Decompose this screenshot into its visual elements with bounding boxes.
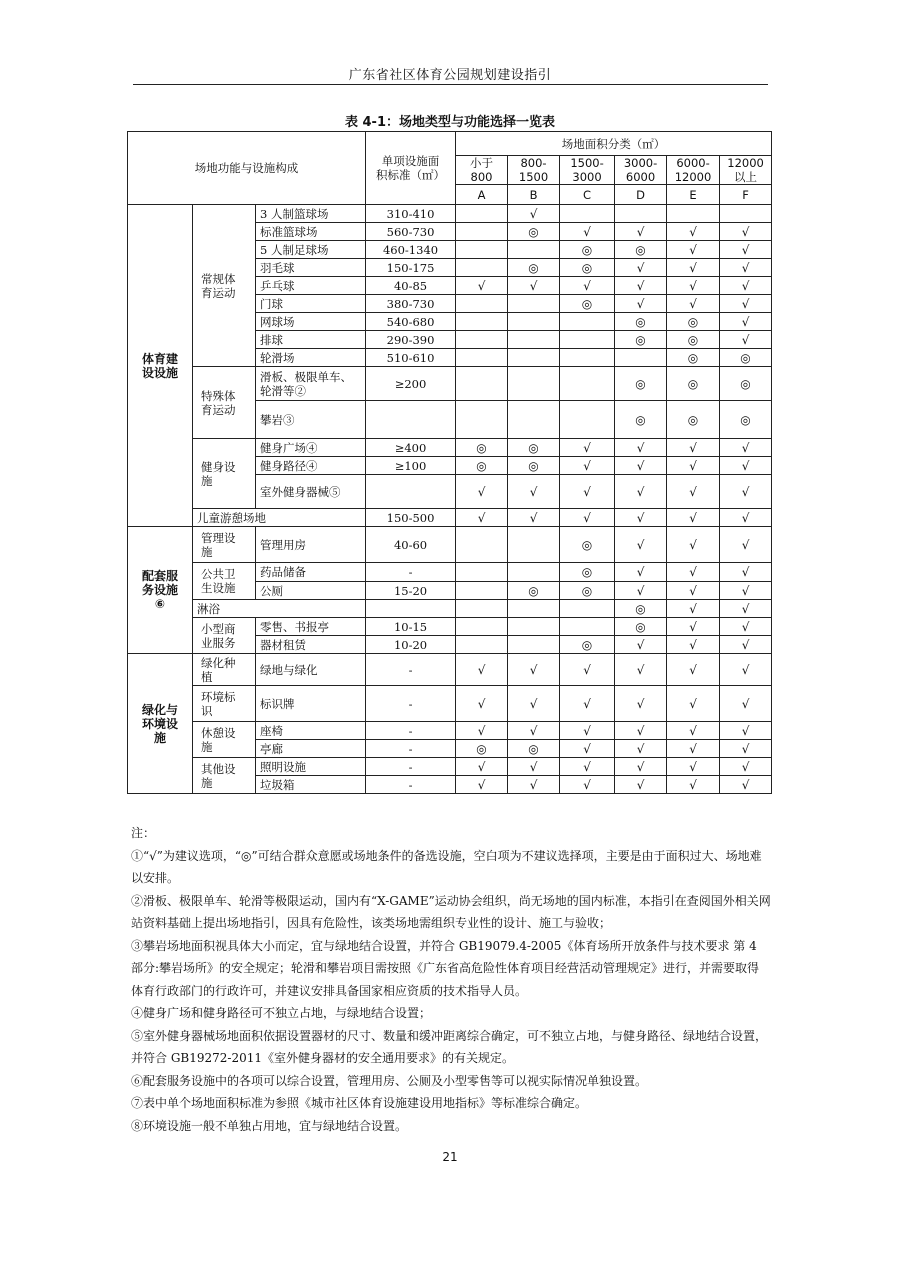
facility-name: 健身路径④ [256,457,366,475]
facility-name: 标识牌 [256,686,366,722]
area-standard: - [366,776,456,794]
suitability-mark [508,313,560,331]
suitability-mark: ◎ [615,401,667,439]
area-standard: 15-20 [366,582,456,600]
header-row [128,132,772,156]
suitability-mark: √ [667,259,720,277]
table-row [128,686,772,722]
suitability-mark [560,367,615,401]
suitability-mark: √ [615,295,667,313]
suitability-mark: ◎ [667,331,720,349]
suitability-mark: √ [720,654,772,686]
suitability-mark: √ [615,740,667,758]
suitability-mark: √ [560,740,615,758]
note-item: ⑥配套服务设施中的各项可以综合设置，管理用房、公厕及小型零售等可以视实际情况单独设置。 [131,1073,648,1088]
suitability-mark: √ [615,776,667,794]
header-letter: A [456,185,508,205]
subgroup-cell: 公共卫 生设施 [193,563,256,600]
suitability-mark: ◎ [456,457,508,475]
facility-name: 标准篮球场 [256,223,366,241]
suitability-mark: √ [667,758,720,776]
suitability-mark: ◎ [720,401,772,439]
area-standard: - [366,722,456,740]
header-standard-line1: 单项设施面 [381,154,440,168]
suitability-mark [508,401,560,439]
page-number: 21 [442,1150,458,1164]
area-standard: 560-730 [366,223,456,241]
suitability-mark: ◎ [615,241,667,259]
category-cell: 配套服 务设施 ⑥ [128,527,193,654]
suitability-mark: ◎ [508,259,560,277]
area-standard: ≥100 [366,457,456,475]
suitability-mark: √ [720,722,772,740]
subgroup-cell: 常规体 育运动 [193,205,256,367]
suitability-mark: √ [508,686,560,722]
suitability-mark [508,331,560,349]
suitability-mark: ◎ [667,349,720,367]
suitability-mark: ◎ [456,740,508,758]
suitability-mark: √ [720,295,772,313]
header-standard-line2: 积标准（㎡） [376,168,446,182]
area-standard: 40-85 [366,277,456,295]
suitability-mark: √ [560,654,615,686]
suitability-mark: ◎ [560,582,615,600]
header-letter: E [667,185,720,205]
suitability-mark: ◎ [615,331,667,349]
facility-name: 5 人制足球场 [256,241,366,259]
suitability-mark [456,259,508,277]
header-range [615,156,667,185]
suitability-mark: √ [456,654,508,686]
suitability-mark: ◎ [508,439,560,457]
suitability-mark: √ [560,776,615,794]
suitability-mark [720,205,772,223]
suitability-mark [508,367,560,401]
facility-name: 攀岩③ [256,401,366,439]
suitability-mark: √ [456,776,508,794]
suitability-mark: √ [508,758,560,776]
suitability-mark: √ [560,722,615,740]
note-item: ②滑板、极限单车、轮滑等极限运动，国内有“X-GAME”运动协会组织，尚无场地的国内标准，本指引在查阅国外相关网站资料基础上提出场地指引，因具有危险性，该类场地需组织专业性的设计、施工与验收； [131,893,771,930]
suitability-mark: √ [560,758,615,776]
suitability-mark: √ [667,722,720,740]
table-row [128,367,772,401]
note-item: ④健身广场和健身路径可不独立占地，与绿地结合设置； [131,1006,432,1020]
area-standard: 380-730 [366,295,456,313]
suitability-mark: √ [667,439,720,457]
table-row [128,654,772,686]
facility-name: 网球场 [256,313,366,331]
suitability-mark: ◎ [456,439,508,457]
suitability-mark: √ [667,636,720,654]
suitability-mark [508,349,560,367]
header-standard [366,132,456,205]
facility-table [127,131,772,794]
suitability-mark: √ [720,439,772,457]
suitability-mark: ◎ [615,600,667,618]
note-item: ⑤室外健身器械场地面积依据设置器材的尺寸、数量和缓冲距离综合确定，可不独立占地，与健身路径、绿地结合设置，并符合 GB19272-2011《室外健身器材的安全通用要求》的有关规定。 [131,1028,768,1065]
facility-name: 管理用房 [256,527,366,563]
note-item: ⑦表中单个场地面积标准为参照《城市社区体育设施建设用地指标》等标准综合确定。 [131,1096,588,1110]
suitability-mark: √ [667,509,720,527]
suitability-mark: √ [456,686,508,722]
suitability-mark [560,205,615,223]
header-range [560,156,615,185]
suitability-mark: √ [508,722,560,740]
category-cell: 体育建 设设施 [128,205,193,527]
note-item: ③攀岩场地面积视具体大小而定，宜与绿地结合设置，并符合 GB19079.4-2005《体育场所开放条件与技术要求 第 4 部分:攀岩场所》的安全规定；轮滑和攀岩项目需按照《广东省高危险性体育项目经营活动管理规定》进行，并需要取得体育行政部门的行政许可，并建议安排具备国家相应资质的技术指导人员。 [131,938,760,998]
area-standard: 510-610 [366,349,456,367]
header-range-line: 小于 [470,156,494,170]
header-range-line: 3000- [623,156,658,170]
suitability-mark: √ [508,776,560,794]
suitability-mark: √ [720,527,772,563]
area-standard [366,475,456,509]
header-range-line: 800 [470,170,493,184]
suitability-mark: √ [720,636,772,654]
header-area-class: 场地面积分类（㎡） [456,132,772,156]
suitability-mark: √ [615,636,667,654]
suitability-mark: √ [615,457,667,475]
suitability-mark: √ [667,457,720,475]
table-title: 表 4-1：场地类型与功能选择一览表 [344,115,555,130]
suitability-mark: √ [560,277,615,295]
suitability-mark: ◎ [720,367,772,401]
suitability-mark: √ [615,582,667,600]
suitability-mark [560,401,615,439]
facility-name: 羽毛球 [256,259,366,277]
header-range-line: 以上 [734,170,758,184]
suitability-mark [508,295,560,313]
suitability-mark [560,618,615,636]
category-cell: 绿化与 环境设 施 [128,654,193,794]
suitability-mark: √ [720,259,772,277]
facility-name: 室外健身器械⑤ [256,475,366,509]
suitability-mark: √ [667,277,720,295]
facility-name: 器材租赁 [256,636,366,654]
header-function: 场地功能与设施构成 [128,132,366,205]
suitability-mark [615,349,667,367]
header-range-line: 6000 [625,170,656,184]
subgroup-cell: 特殊体 育运动 [193,367,256,439]
suitability-mark: √ [720,313,772,331]
suitability-mark: √ [667,776,720,794]
suitability-mark: ◎ [667,313,720,331]
facility-name: 3 人制篮球场 [256,205,366,223]
header-letter: B [508,185,560,205]
subgroup-cell: 管理设 施 [193,527,256,563]
suitability-mark: √ [720,776,772,794]
subgroup-cell: 环境标 识 [193,686,256,722]
suitability-mark: √ [720,600,772,618]
table-row [128,758,772,776]
suitability-mark: ◎ [508,582,560,600]
facility-name: 零售、书报亭 [256,618,366,636]
suitability-mark: ◎ [615,313,667,331]
suitability-mark [456,527,508,563]
notes [131,822,771,1137]
facility-name: 亭廊 [256,740,366,758]
suitability-mark: ◎ [667,367,720,401]
notes-heading: 注： [131,826,156,840]
header-range-line: 3000 [572,170,602,184]
facility-name: 健身广场④ [256,439,366,457]
suitability-mark [508,600,560,618]
facility-name: 照明设施 [256,758,366,776]
suitability-mark: √ [667,686,720,722]
table-row [128,618,772,636]
suitability-mark: √ [508,509,560,527]
suitability-mark: √ [667,582,720,600]
table-body [128,132,772,794]
suitability-mark: √ [720,457,772,475]
suitability-mark: ◎ [615,367,667,401]
suitability-mark: √ [560,686,615,722]
table-row [128,722,772,740]
suitability-mark: ◎ [667,401,720,439]
suitability-mark: √ [615,654,667,686]
suitability-mark: √ [720,618,772,636]
suitability-mark: √ [560,509,615,527]
facility-name: 绿地与绿化 [256,654,366,686]
suitability-mark [508,636,560,654]
suitability-mark [456,313,508,331]
suitability-mark: √ [667,600,720,618]
suitability-mark: √ [615,722,667,740]
suitability-mark: √ [667,563,720,582]
suitability-mark: √ [720,223,772,241]
suitability-mark: ◎ [560,563,615,582]
header-range [667,156,720,185]
area-standard: 460-1340 [366,241,456,259]
area-standard: 150-500 [366,509,456,527]
suitability-mark [456,349,508,367]
suitability-mark [456,618,508,636]
suitability-mark [456,205,508,223]
suitability-mark: √ [615,475,667,509]
facility-name: 公厕 [256,582,366,600]
suitability-mark: √ [508,277,560,295]
facility-name: 淋浴 [193,600,366,618]
suitability-mark: √ [720,331,772,349]
suitability-mark: √ [615,439,667,457]
header-letter: D [615,185,667,205]
header-range-line: 12000 [674,170,712,184]
subgroup-cell: 绿化种 植 [193,654,256,686]
suitability-mark [615,205,667,223]
suitability-mark: √ [720,277,772,295]
suitability-mark: √ [615,509,667,527]
suitability-mark: √ [720,241,772,259]
area-standard: - [366,563,456,582]
suitability-mark: √ [560,475,615,509]
suitability-mark [508,241,560,259]
table-row [128,509,772,527]
header-letter: F [720,185,772,205]
suitability-mark: ◎ [560,636,615,654]
table-row [128,563,772,582]
header-letter: C [560,185,615,205]
suitability-mark: √ [508,205,560,223]
suitability-mark: √ [456,509,508,527]
suitability-mark: √ [720,582,772,600]
suitability-mark [508,618,560,636]
facility-name: 滑板、极限单车、 轮滑等② [256,367,366,401]
suitability-mark: √ [667,295,720,313]
note-item: ①“√”为建议选项，“◎”可结合群众意愿或场地条件的备选设施，空白项为不建议选择项，主要是由于面积过大、场地难以安排。 [131,848,762,885]
header-title: 广东省社区体育公园规划建设指引 [348,68,552,83]
suitability-mark: ◎ [560,259,615,277]
subgroup-cell: 小型商 业服务 [193,618,256,654]
suitability-mark: √ [720,509,772,527]
header-range-line: 6000- [676,156,710,170]
suitability-mark [560,313,615,331]
subgroup-cell: 健身设 施 [193,439,256,509]
suitability-mark [456,331,508,349]
suitability-mark: √ [508,654,560,686]
header-range-line: 1500 [518,170,549,184]
suitability-mark [560,600,615,618]
suitability-mark [508,527,560,563]
subgroup-cell: 其他设 施 [193,758,256,794]
suitability-mark: ◎ [508,223,560,241]
area-standard: - [366,740,456,758]
suitability-mark: ◎ [615,618,667,636]
header-range [720,156,772,185]
suitability-mark: √ [456,758,508,776]
area-standard [366,401,456,439]
suitability-mark: √ [615,259,667,277]
area-standard: - [366,686,456,722]
suitability-mark: √ [667,527,720,563]
suitability-mark: √ [720,740,772,758]
suitability-mark: ◎ [508,740,560,758]
suitability-mark: √ [720,686,772,722]
area-standard: 150-175 [366,259,456,277]
suitability-mark: √ [720,758,772,776]
area-standard: 540-680 [366,313,456,331]
facility-name: 门球 [256,295,366,313]
suitability-mark [560,349,615,367]
suitability-mark: ◎ [560,527,615,563]
header-rule [133,84,768,85]
suitability-mark [456,636,508,654]
area-standard: 290-390 [366,331,456,349]
header-range [508,156,560,185]
suitability-mark: √ [667,223,720,241]
area-standard: 40-60 [366,527,456,563]
area-standard: 10-20 [366,636,456,654]
area-standard: - [366,758,456,776]
suitability-mark: √ [508,475,560,509]
suitability-mark: ◎ [508,457,560,475]
header-range-line: 1500- [570,156,604,170]
subgroup-cell: 休憩设 施 [193,722,256,758]
area-standard [366,600,456,618]
facility-name: 乒乓球 [256,277,366,295]
suitability-mark [456,241,508,259]
suitability-mark: √ [667,618,720,636]
suitability-mark [456,367,508,401]
suitability-mark [456,401,508,439]
table-row [128,205,772,223]
suitability-mark [456,223,508,241]
suitability-mark: √ [560,457,615,475]
suitability-mark: √ [456,277,508,295]
suitability-mark: ◎ [560,295,615,313]
suitability-mark: √ [456,722,508,740]
table-row [128,527,772,563]
suitability-mark: √ [667,654,720,686]
suitability-mark: √ [615,563,667,582]
suitability-mark [456,295,508,313]
area-standard: ≥400 [366,439,456,457]
suitability-mark [560,331,615,349]
suitability-mark [667,205,720,223]
area-standard: 310-410 [366,205,456,223]
suitability-mark: √ [560,439,615,457]
table-row [128,600,772,618]
area-standard: - [366,654,456,686]
facility-name: 儿童游憩场地 [193,509,366,527]
suitability-mark: √ [615,223,667,241]
suitability-mark: √ [667,241,720,259]
suitability-mark [456,563,508,582]
suitability-mark: √ [456,475,508,509]
facility-name: 排球 [256,331,366,349]
facility-name: 轮滑场 [256,349,366,367]
suitability-mark: √ [615,758,667,776]
suitability-mark [508,563,560,582]
suitability-mark: √ [615,277,667,295]
note-item: ⑧环境设施一般不单独占用地，宜与绿地结合设置。 [131,1118,408,1133]
suitability-mark: √ [615,527,667,563]
suitability-mark: ◎ [720,349,772,367]
header-range-line: 800- [520,156,547,170]
suitability-mark [456,600,508,618]
area-standard: ≥200 [366,367,456,401]
header-range-line: 12000 [727,156,764,170]
suitability-mark: ◎ [560,241,615,259]
facility-name: 座椅 [256,722,366,740]
suitability-mark: √ [615,686,667,722]
suitability-mark: √ [667,740,720,758]
facility-name: 药品储备 [256,563,366,582]
facility-name: 垃圾箱 [256,776,366,794]
suitability-mark: √ [667,475,720,509]
header-range [456,156,508,185]
suitability-mark: √ [720,475,772,509]
area-standard: 10-15 [366,618,456,636]
suitability-mark [456,582,508,600]
suitability-mark: √ [720,563,772,582]
table-row [128,439,772,457]
suitability-mark: √ [560,223,615,241]
